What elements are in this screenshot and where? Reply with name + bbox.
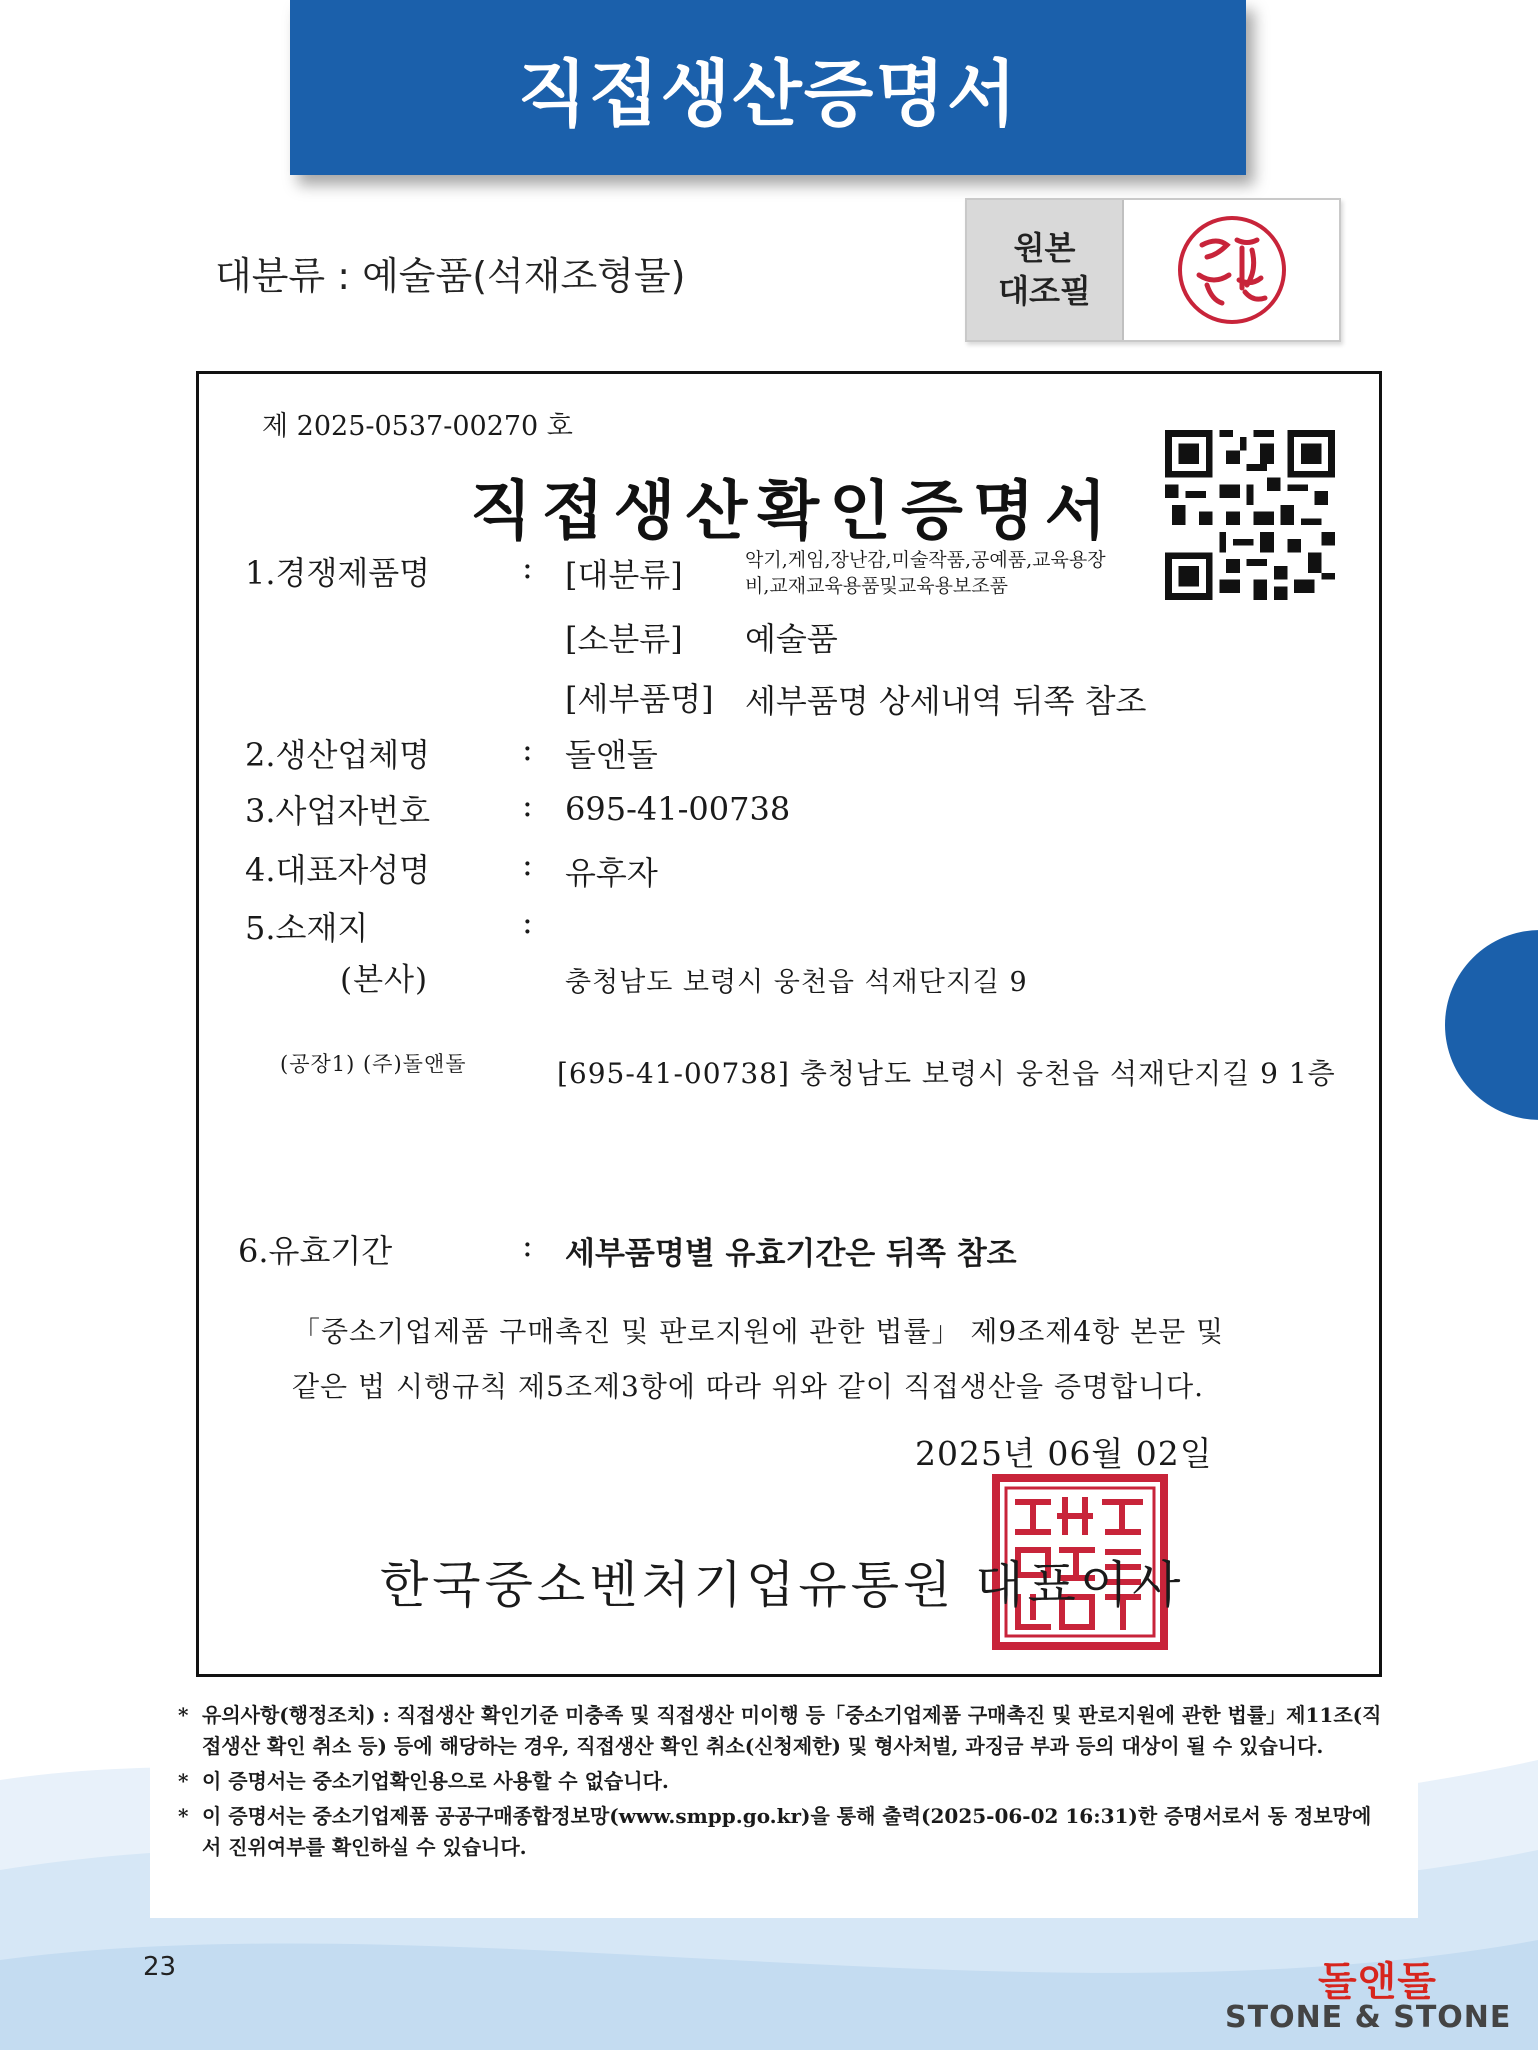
original-certified-label [967, 200, 1124, 340]
note-text: 유의사항(행정조치) : 직접생산 확인기준 미충족 및 직접생산 미이행 등「중소기업제품 구매촉진 및 판로지원에 관한 법률」제11조(직접생산 확인 취소 등) 등에 해당하는 경우, 직접생산 확인 취소(신청제한) 및 형사처벌, 과징금 부과 등의 대상이 될 수 있습니다. [202, 1703, 1382, 1758]
label-location: 5.소재지 [245, 909, 369, 947]
note-text: 이 증명서는 중소기업확인용으로 사용할 수 없습니다. [202, 1769, 669, 1793]
body-text-line2: 같은 법 시행규칙 제5조제3항에 따라 위와 같이 직접생산을 증명합니다. [292, 1370, 1205, 1403]
header-banner [290, 0, 1246, 175]
hq-address: 충청남도 보령시 웅천읍 석재단지길 9 [565, 967, 1028, 998]
certificate-title: 직접생산확인증명서 [470, 474, 1117, 549]
colon: : [522, 1226, 533, 1264]
major-category-value-line1: 악기,게임,장난감,미술작품,공예품,교육용장 [745, 549, 1106, 571]
minor-category-label: [소분류] [565, 620, 683, 658]
label-validity: 6.유효기간 [238, 1232, 393, 1270]
issuer-name: 한국중소벤처기업유통원 대표이사 [380, 1556, 1185, 1614]
original-certified-box [965, 198, 1341, 342]
note-marker: * [178, 1804, 189, 1828]
major-category-value [745, 548, 1106, 599]
decorative-circle [1445, 930, 1538, 1120]
note-item [178, 1700, 1388, 1762]
detail-product-label: [세부품명] [565, 680, 714, 718]
category-line: 대분류 : 예술품(석재조형물) [215, 254, 686, 298]
certificate-number: 제 2025-0537-00270 호 [262, 411, 573, 442]
logo-korean: 돌앤돌 [1318, 1959, 1437, 2005]
original-label-line1: 원본 [1013, 228, 1076, 267]
note-marker: * [178, 1703, 189, 1727]
colon: : [522, 730, 533, 768]
major-category-label: [대분류] [565, 556, 683, 594]
hq-label: (본사) [340, 962, 429, 998]
minor-category-value: 예술품 [745, 620, 838, 658]
label-company: 2.생산업체명 [245, 736, 431, 774]
ceo-value: 유후자 [565, 854, 658, 892]
original-label-line2: 대조필 [998, 272, 1091, 310]
red-seal-icon [1167, 210, 1297, 330]
note-item [178, 1801, 1388, 1863]
label-ceo: 4.대표자성명 [245, 851, 431, 889]
colon: : [522, 786, 533, 824]
detail-product-value: 세부품명 상세내역 뒤쪽 참조 [745, 682, 1147, 720]
label-business-number: 3.사업자번호 [245, 792, 431, 830]
page-title: 직접생산증명서 [517, 51, 1019, 136]
issue-date: 2025년 06월 02일 [915, 1434, 1213, 1473]
qr-code-icon [1165, 430, 1335, 600]
colon: : [522, 903, 533, 941]
factory-label: (공장1) (주)돌앤돌 [280, 1052, 467, 1076]
validity-value: 세부품명별 유효기간은 뒤쪽 참조 [565, 1236, 1017, 1272]
page-number: 23 [143, 1952, 177, 1982]
notes-section [178, 1700, 1388, 1867]
colon: : [522, 845, 533, 883]
seal-stamp-small [1124, 200, 1339, 340]
logo-english: STONE & STONE [1225, 2000, 1512, 2035]
note-item [178, 1766, 1388, 1797]
body-text-line1: 「중소기업제품 구매촉진 및 판로지원에 관한 법률」 제9조제4항 본문 및 [292, 1315, 1225, 1348]
colon: : [522, 548, 533, 586]
factory-address: [695-41-00738] 충청남도 보령시 웅천읍 석재단지길 9 1층 [557, 1057, 1336, 1090]
label-product-name: 1.경쟁제품명 [245, 554, 431, 592]
business-number-value: 695-41-00738 [565, 790, 791, 828]
company-value: 돌앤돌 [565, 736, 658, 774]
note-text: 이 증명서는 중소기업제품 공공구매종합정보망(www.smpp.go.kr)을 통해 출력(2025-06-02 16:31)한 증명서로서 동 정보망에서 진위여부를 확인하실 수 있습니다. [202, 1804, 1372, 1859]
note-marker: * [178, 1769, 189, 1793]
major-category-value-line2: 비,교재교육용품및교육용보조품 [745, 574, 1008, 597]
